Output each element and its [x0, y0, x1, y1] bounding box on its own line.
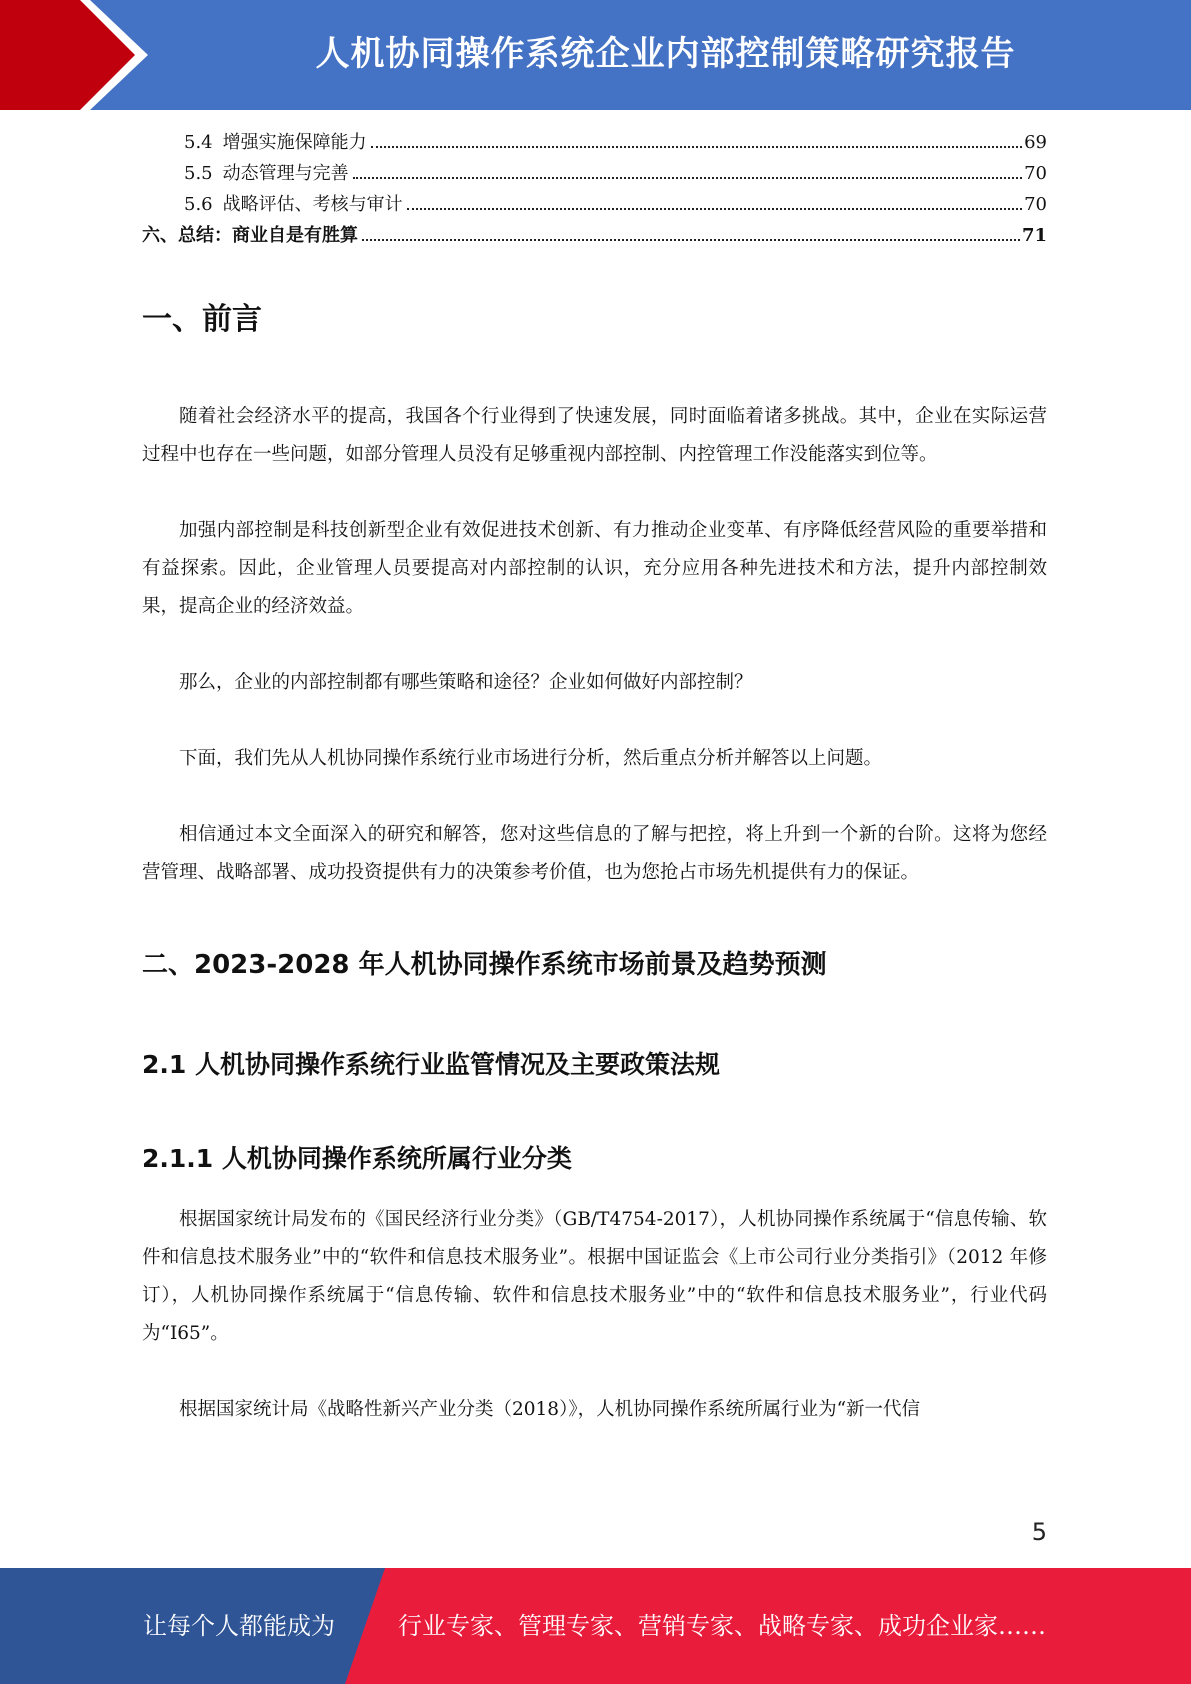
- section-heading-preface: 一、前言: [142, 302, 262, 337]
- toc-entry-page: 69: [1024, 132, 1047, 153]
- header-arrow-decoration: [0, 0, 160, 110]
- toc-leader-dots: [353, 177, 1022, 179]
- toc-entry-title: 战略评估、考核与审计: [222, 194, 403, 215]
- toc-entry[interactable]: [142, 190, 1047, 221]
- section-heading-market-outlook: 二、2023-2028 年人机协同操作系统市场前景及趋势预测: [142, 950, 827, 980]
- subsection-heading: 2.1 人机协同操作系统行业监管情况及主要政策法规: [142, 1050, 720, 1079]
- page-header: [0, 0, 1191, 110]
- body-paragraph: 根据国家统计局《战略性新兴产业分类（2018）》，人机协同操作系统所属行业为“新一代信: [179, 1399, 921, 1420]
- toc-entry-page: 71: [1021, 225, 1047, 246]
- toc-leader-dots: [407, 208, 1022, 210]
- body-paragraph: 下面，我们先从人机协同操作系统行业市场进行分析，然后重点分析并解答以上问题。: [179, 748, 883, 769]
- report-title: 人机协同操作系统企业内部控制策略研究报告: [315, 34, 1016, 74]
- toc-entry[interactable]: [142, 128, 1047, 159]
- footer-slogan-right: 行业专家、管理专家、营销专家、战略专家、成功企业家……: [398, 1612, 1046, 1640]
- page-number: 5: [1031, 1518, 1047, 1546]
- body-paragraph: 相信通过本文全面深入的研究和解答，您对这些信息的了解与把控，将上升到一个新的台阶。这将为您经营管理、战略部署、成功投资提供有力的决策参考价值，也为您抢占市场先机提供有力的保证。: [142, 824, 1047, 883]
- toc-entry-number: 5.4: [184, 132, 213, 153]
- toc-entry-number: 5.6: [184, 194, 213, 215]
- toc-entry-page: 70: [1024, 194, 1047, 215]
- document-body: [142, 294, 1047, 1429]
- toc-entry-title: 增强实施保障能力: [222, 132, 367, 153]
- body-paragraph: 随着社会经济水平的提高，我国各个行业得到了快速发展，同时面临着诸多挑战。其中，企业在实际运营过程中也存在一些问题，如部分管理人员没有足够重视内部控制、内控管理工作没能落实到位等。: [142, 406, 1047, 465]
- toc-entry-title: 六、总结：商业自是有胜算: [142, 225, 358, 246]
- toc-entry-chapter[interactable]: [142, 221, 1047, 252]
- table-of-contents: [142, 128, 1047, 252]
- body-paragraph: 那么，企业的内部控制都有哪些策略和途径？企业如何做好内部控制？: [179, 672, 753, 693]
- body-paragraph: 加强内部控制是科技创新型企业有效促进技术创新、有力推动企业变革、有序降低经营风险的重要举措和有益探索。因此，企业管理人员要提高对内部控制的认识，充分应用各种先进技术和方法，提升内部控制效果，提高企业的经济效益。: [142, 520, 1047, 617]
- toc-leader-dots: [362, 239, 1020, 241]
- page-footer: [0, 1568, 1191, 1684]
- toc-entry-page: 70: [1024, 163, 1047, 184]
- toc-entry[interactable]: [142, 159, 1047, 190]
- footer-slogan-left: 让每个人都能成为: [143, 1612, 335, 1640]
- toc-leader-dots: [371, 146, 1022, 148]
- toc-entry-title: 动态管理与完善: [222, 163, 349, 184]
- toc-entry-number: 5.5: [184, 163, 213, 184]
- subsection-heading: 2.1.1 人机协同操作系统所属行业分类: [142, 1144, 572, 1173]
- body-paragraph: 根据国家统计局发布的《国民经济行业分类》（GB/T4754-2017），人机协同操作系统属于“信息传输、软件和信息技术服务业”中的“软件和信息技术服务业”。根据中国证监会《上市公司行业分类指引》（2012 年修订），人机协同操作系统属于“信息传输、软件和信息技术服务业”中的“软件和信息技术服务业”，行业代码为“I65”。: [142, 1209, 1047, 1344]
